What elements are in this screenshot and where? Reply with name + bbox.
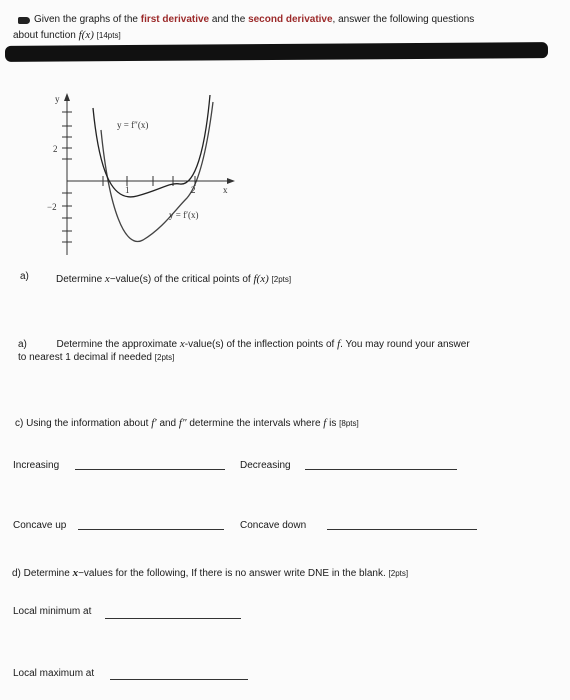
q-d-text2: −values for the following, If there is no answer write DNE in the blank.	[78, 568, 386, 579]
question-a2-line-1	[18, 338, 470, 350]
header-func: f(x)	[78, 29, 94, 41]
header-first-derivative: first derivative	[140, 14, 210, 25]
increasing-label: Increasing	[13, 460, 60, 471]
q-c-f2: f″	[178, 417, 187, 429]
q-a1-text: Determine	[56, 274, 103, 285]
question-c	[15, 417, 359, 429]
header-line-1	[34, 14, 474, 25]
q-a2-text3: . You may round your answer	[340, 339, 470, 350]
q-c-f1: f′	[151, 417, 157, 429]
second-derivative-curve	[93, 95, 210, 197]
question-a-critical	[56, 273, 291, 285]
header-points: [14pts]	[96, 31, 121, 40]
question-a2-line-2	[18, 352, 174, 363]
x-axis-label: x	[223, 185, 228, 195]
q-a2-text2: -value(s) of the inflection points of	[184, 339, 335, 350]
q-a2-line2: to nearest 1 decimal if needed	[18, 352, 152, 363]
tick-label-y-pos: 2	[53, 144, 58, 154]
q-d-var: x	[72, 567, 79, 579]
x-axis-arrow-icon	[227, 178, 235, 184]
q-c-points: [8pts]	[339, 419, 359, 428]
decreasing-answer-blank[interactable]	[305, 469, 457, 470]
q-a2-func: f	[337, 338, 341, 350]
q-c-f: f	[323, 417, 327, 429]
q-c-text2: determine the intervals where	[189, 418, 321, 429]
header-line2-prefix: about function	[13, 30, 76, 41]
q-c-and: and	[159, 418, 177, 429]
q-a2-points: [2pts]	[154, 353, 175, 362]
tick-label-x-2: 2	[191, 185, 196, 195]
q-d-points: [2pts]	[388, 569, 409, 578]
increasing-answer-blank[interactable]	[75, 469, 225, 470]
local-maximum-label: Local maximum at	[13, 668, 95, 679]
header-line-2	[13, 29, 121, 41]
label-second-derivative: y = f″(x)	[117, 120, 149, 130]
q-c-is: is	[329, 418, 337, 429]
q-a2-label: a)	[18, 339, 27, 350]
header-and: and the	[211, 14, 246, 25]
label-first-derivative: y = f′(x)	[169, 210, 199, 220]
y-axis-label: y	[55, 94, 60, 104]
q-a2-text: Determine the approximate	[56, 339, 178, 350]
decreasing-label: Decreasing	[240, 460, 291, 471]
q-a2-var: x	[179, 338, 185, 350]
tick-label-y-neg: −2	[47, 202, 57, 212]
header-rest: , answer the following questions	[332, 14, 475, 25]
tick-label-x-1: 1	[125, 185, 130, 195]
q-a1-func: f(x)	[253, 273, 269, 285]
q-d-text: d) Determine	[12, 568, 70, 579]
local-minimum-answer-blank[interactable]	[105, 618, 241, 619]
derivative-graph	[45, 90, 245, 260]
q-a1-var: x	[104, 273, 110, 285]
redaction-bar	[5, 42, 548, 62]
bullet-icon	[18, 17, 30, 24]
header-second-derivative: second derivative	[248, 14, 333, 25]
concave-up-answer-blank[interactable]	[78, 529, 224, 530]
question-a-label: a)	[20, 271, 29, 282]
q-c-text: c) Using the information about	[15, 418, 149, 429]
header-intro: Given the graphs of the	[34, 14, 138, 25]
q-a1-text2: −value(s) of the critical points of	[109, 274, 251, 285]
y-axis-arrow-icon	[64, 93, 70, 101]
concave-down-label: Concave down	[240, 520, 307, 531]
question-d	[12, 567, 408, 579]
local-minimum-label: Local minimum at	[13, 606, 92, 617]
local-maximum-answer-blank[interactable]	[110, 679, 248, 680]
concave-down-answer-blank[interactable]	[327, 529, 477, 530]
q-a1-points: [2pts]	[271, 275, 292, 284]
concave-up-label: Concave up	[13, 520, 67, 531]
